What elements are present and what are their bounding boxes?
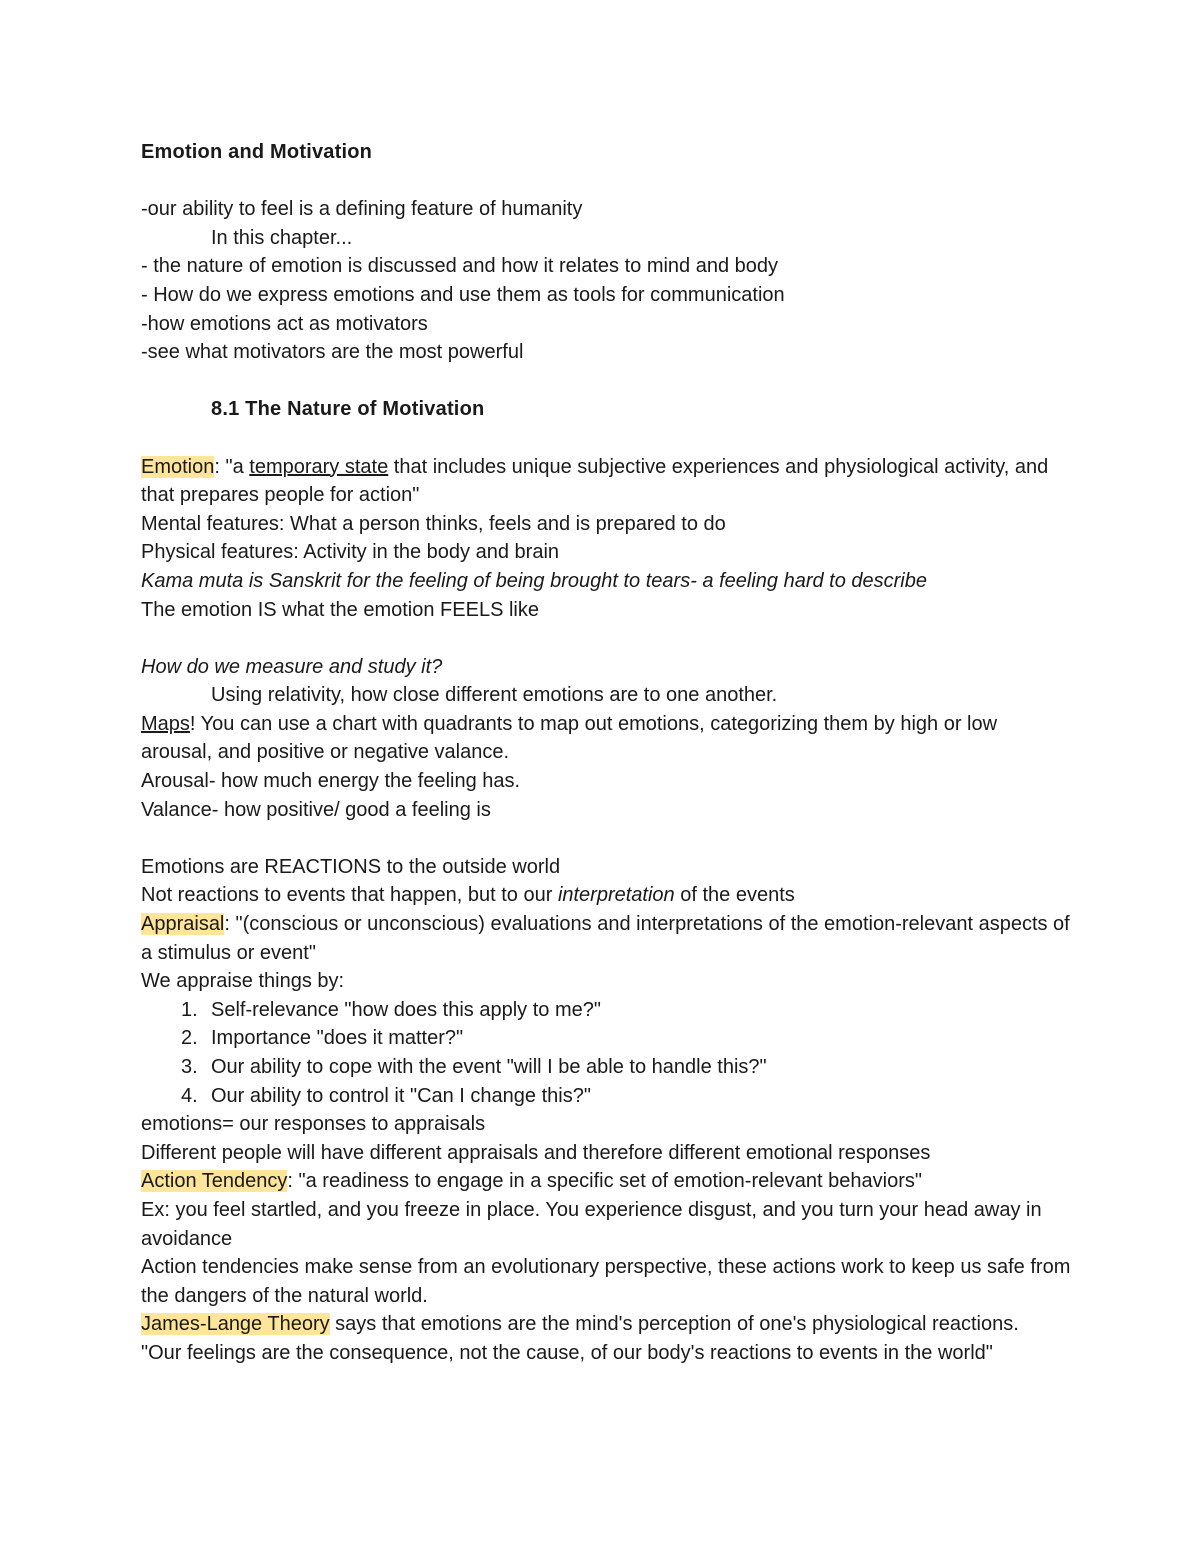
highlight-term-emotion: Emotion [141, 455, 215, 478]
underlined-phrase: temporary state [249, 455, 389, 478]
spacer [141, 367, 1071, 396]
responses-line: emotions= our responses to appraisals [141, 1113, 486, 1136]
list-item: 2. Importance "does it matter?" [181, 1027, 464, 1050]
list-item: 1. Self-relevance "how does this apply to me?" [181, 998, 601, 1021]
example-line: Ex: you feel startled, and you freeze in place. You experience disgust, and you turn your head away in avoidance [141, 1198, 1042, 1250]
evolution-line: Action tendencies make sense from an evolutionary perspective, these actions work to keep us safe from the dangers of the natural world. [141, 1256, 1071, 1307]
document-title: Emotion and Motivation [141, 141, 373, 163]
list-item: 3. Our ability to cope with the event "will I be able to handle this?" [181, 1056, 767, 1078]
intro-line-5: -how emotions act as motivators [141, 312, 428, 335]
reactions-line-2: Not reactions to events that happen, but to our interpretation of the events [141, 884, 795, 907]
arousal-line: Arousal- how much energy the feeling has. [141, 770, 521, 793]
appraisal-definition: Appraisal: "(conscious or unconscious) evaluations and interpretations of the emotion-relevant aspects of a stimulus or event" [141, 913, 1070, 964]
list-item: 4. Our ability to control it "Can I change this?" [181, 1084, 591, 1107]
feelings-quote: "Our feelings are the consequence, not the cause, of our body's reactions to events in the world" [141, 1341, 993, 1364]
different-people-line: Different people will have different appraisals and therefore different emotional responses [141, 1141, 931, 1164]
action-tendency-definition: Action Tendency: "a readiness to engage in a specific set of emotion-relevant behaviors" [141, 1170, 922, 1193]
intro-line-4: - How do we express emotions and use them as tools for communication [141, 283, 785, 306]
appraisal-list [141, 996, 1071, 1110]
appraise-lead: We appraise things by: [141, 970, 345, 993]
physical-features: Physical features: Activity in the body and brain [141, 541, 560, 564]
highlight-term-james-lange: James-Lange Theory [141, 1313, 330, 1336]
underlined-maps: Maps [141, 712, 190, 735]
section-heading: 8.1 The Nature of Motivation [211, 398, 485, 421]
spacer [141, 167, 1071, 196]
highlight-term-action-tendency: Action Tendency [141, 1170, 288, 1193]
intro-line-2: In this chapter... [211, 226, 353, 249]
highlight-term-appraisal: Appraisal [141, 913, 225, 936]
emotion-feels-line: The emotion IS what the emotion FEELS like [141, 598, 539, 621]
spacer [141, 424, 1071, 453]
relativity-line: Using relativity, how close different emotions are to one another. [211, 684, 778, 707]
valance-line: Valance- how positive/ good a feeling is [141, 798, 491, 821]
james-lange-line: James-Lange Theory says that emotions are the mind's perception of one's physiological reactions. [141, 1313, 1019, 1336]
measure-question: How do we measure and study it? [141, 655, 443, 678]
maps-paragraph: Maps! You can use a chart with quadrants to map out emotions, categorizing them by high or low arousal, and positive or negative valance. [141, 712, 998, 764]
emotion-definition: Emotion: "a temporary state that includes unique subjective experiences and physiological activity, and that prepares people for action" [141, 455, 1049, 507]
mental-features: Mental features: What a person thinks, feels and is prepared to do [141, 512, 726, 535]
intro-line-1: -our ability to feel is a defining feature of humanity [141, 198, 583, 221]
intro-line-6: -see what motivators are the most powerful [141, 341, 524, 364]
document-page [141, 138, 1071, 1368]
intro-line-3: - the nature of emotion is discussed and how it relates to mind and body [141, 255, 779, 278]
spacer [141, 824, 1071, 853]
kama-muta-note: Kama muta is Sanskrit for the feeling of being brought to tears- a feeling hard to describe [141, 569, 927, 592]
spacer [141, 624, 1071, 653]
reactions-line-1: Emotions are REACTIONS to the outside world [141, 855, 561, 878]
